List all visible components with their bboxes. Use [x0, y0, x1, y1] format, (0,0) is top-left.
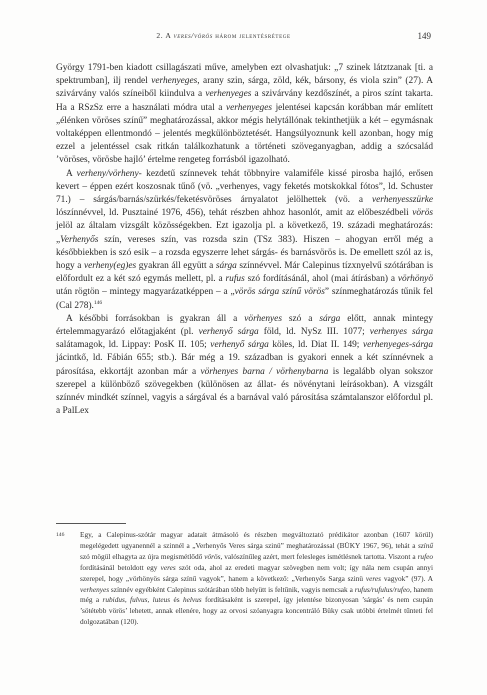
italic-run: verhenyes	[80, 584, 110, 594]
paragraph-1	[56, 62, 433, 168]
text-run: salátamagok, ld. Lippay: PosK II. 105;	[56, 340, 211, 351]
text-run: szín, vereses szín, vas rozsda szin (TSz 383). Hiszen – ahogyan erről még a későbbiekben is szó esik – a rozsda egyszerre lehet sárgás- és barnásvörös is. De emellett szól az is, hogy a	[56, 234, 433, 272]
text-run: György 1791-ben kiadott csillagászati műve, amelyben ezt olvashatjuk: „7 szinek látztzanak [ti. a spektrumban], ilj rendel	[56, 63, 433, 87]
italic-run: Verhenyős	[60, 234, 99, 245]
text-run: is legalább olyan sokszor szerepel a különböző szövegekben (különösen az állat- és növénytani leírásokban). A vizsgált színnév mindkét színnel, vagyis a sárgával és a barnával való párosítása számtalanszor előfordul pl. a PalLex	[56, 366, 433, 417]
italic-run: rufeo	[417, 551, 433, 561]
italic-run: verhenyesszürke	[371, 195, 433, 206]
text-run: szó fordításánál, ahol (mai átírásban) a	[244, 274, 398, 285]
italic-run: rubidus, fulvus, luteus	[102, 595, 171, 605]
page-number: 149	[417, 31, 431, 41]
italic-run: rufus/rufulus/rufeo	[354, 584, 410, 594]
text-run: jelöl az általam vizsgált közösségekben. Ezt igazolja pl. a következő, 19. századi meghatározás: „	[56, 221, 433, 245]
italic-run: vörhenyes barna / vörhenybarna	[200, 366, 329, 377]
text-run: A későbbi forrásokban is gyakran áll a	[66, 313, 245, 324]
text-run: szót oda, ahol az eredeti magyar szövegben nem volt; így nála nem csupán annyi szerepel, hogy „vörhönyös sárga színű vagyok”, hanem a következő: „Verhenyős Sarga szinü	[80, 562, 433, 583]
italic-run: vörös sárga színű vörös	[234, 287, 325, 298]
text-run: föld, ld. NySz III. 1077;	[258, 327, 370, 338]
italic-run: helvus	[182, 595, 202, 605]
running-title-suffix: három jelentésrétege	[212, 31, 291, 40]
italic-run: színű	[417, 540, 433, 550]
text-run: fordításaként is szerepel, így jelentése bizonyosan ’sárgás’ és nem csupán ’sötétebb vörös’ lehetett, annak ellenére, hogy az orvosi szóanyagra koncentráló Büky csak utóbbi értelmét tűnteti fel dolgozatában (120).	[80, 595, 433, 627]
paragraph-2	[56, 168, 433, 313]
italic-run: vörös	[204, 551, 221, 561]
italic-run: verhenyeges	[151, 76, 198, 87]
footnote-text	[80, 530, 433, 628]
italic-run: verhenyő sárga	[210, 340, 269, 351]
text-run: , valószínűleg azért, mert felesleges ismétlésnek tartotta. Viszont a	[220, 551, 418, 561]
text-run: jelentései kapcsán korábban már említett „élénken vöröses színű” meghatározással, akkor mégis helytállónak tekinthetjük a két – egymásnak voltaképpen ellentmondó – jelentés megkülönböztetését. Hangsúlyoznunk kell azonban, hogy míg ezzel a jelentéssel csak ritkán találkozhatunk a történeti szöveganyagban, addig a szócsalád ’vöröses, vörösbe hajló’ értelme rengeteg forrásból igazolható.	[56, 102, 433, 166]
italic-run: verheny(eg)es	[83, 261, 137, 272]
running-title-italic: veres/vörös	[173, 31, 213, 40]
text-run: , arany szin, sárga, zöld, kék, bársony, és viola szin” (27). A szivárvány valós színeiből kiindulva a	[56, 76, 433, 100]
italic-run: verhenyeges	[205, 89, 252, 100]
text-run: lószínnévvel, ld. Pusztainé 1976, 456), tehát részben ahhoz hasonlót, amit az előbeszédbeli	[56, 208, 413, 219]
italic-run: veres	[160, 562, 176, 572]
italic-run: vörhönyö	[397, 274, 433, 285]
text-run: jácintkő, ld. Fábián 655; stb.). Bár még a 19. században is gyakori ennek a két színnévnek a párosítása, ekkortájt azonban már a	[56, 353, 433, 377]
footnote	[56, 530, 433, 628]
text-run: szó a	[281, 313, 320, 324]
text-run: Egy, a Calepinus-szótár magyar adatait átmásoló és részben megváltoztató prédikátor azonban (1607 körül) megelégedett ugyanennél a szinnél a „Verhenyős Veres sárga szinü” meghatározással (BÜKY 1967, 96), tehát a	[80, 530, 433, 550]
text-run: , hanem még a	[80, 584, 433, 605]
text-run: köles, ld. Diat II. 149;	[268, 340, 363, 351]
footnote-number: 146	[56, 532, 65, 538]
text-run: szó mögül elhagyta az újra megismétlődő	[80, 551, 205, 561]
text-run: színnévvel. Már Calepinus tízxnyelvű szótárában is előfordult ez a két szó egymás mellett, pl. a	[56, 261, 433, 285]
italic-run: vörhenyes	[244, 313, 282, 324]
text-run: gyakran áll együtt a	[136, 261, 216, 272]
running-title-prefix: 2. A	[156, 31, 174, 40]
text-run: ” színmeghatározás tűnik fel (Cal 278).	[56, 287, 433, 311]
italic-run: verhenyes sárga	[369, 327, 433, 338]
text-run: és	[170, 595, 183, 605]
footnote-rule	[56, 523, 126, 524]
text-run: kezdetű színnevek tehát többnyire valamiféle kissé pirosba hajló, erősen kevert – éppen ezért koszosnak tűnő (vö. „verhenyes, vagy feketés motskokkal fótos”, ld. Schuster 71.) – sárgás/barnás/szürkés/feketésvöröses árnyalatot jelölhettek (vö. a	[56, 168, 433, 206]
text-run: színnév egyébként Calepinus szótárában több helyütt is feltűnik, vagyis nemcsak a	[109, 584, 355, 594]
text-run: előtt, annak mintegy értelemmagyarázó előtagjaként (pl.	[56, 313, 433, 338]
paragraph-3	[56, 313, 433, 419]
running-title	[56, 31, 391, 40]
italic-run: verhenyő sárga	[198, 327, 259, 338]
text-run: fordításánál betoldott egy	[80, 562, 161, 572]
main-text	[56, 62, 433, 418]
italic-run: verhenyeges-sárga	[362, 340, 433, 351]
italic-run: vörös	[412, 208, 433, 219]
italic-run: verhenyeges	[226, 102, 273, 113]
running-header	[56, 31, 431, 45]
italic-run: sárga	[215, 261, 237, 272]
text-run: A	[66, 168, 77, 179]
italic-run: veres	[365, 573, 382, 583]
italic-run: sárga	[319, 313, 341, 324]
text-run: vagyok” (97). A	[381, 573, 434, 583]
italic-run: verheny/vörheny-	[76, 168, 142, 179]
text-run: után rögtön – mintegy magyarázatképpen – a „	[56, 287, 235, 298]
italic-run: rufus	[225, 274, 245, 285]
footnote-marker: 146	[93, 299, 103, 306]
text-run: a szivárvány kezdőszínét, a piros színt takarta. Ha a RSzSz erre a használati módra utal a	[56, 89, 433, 113]
